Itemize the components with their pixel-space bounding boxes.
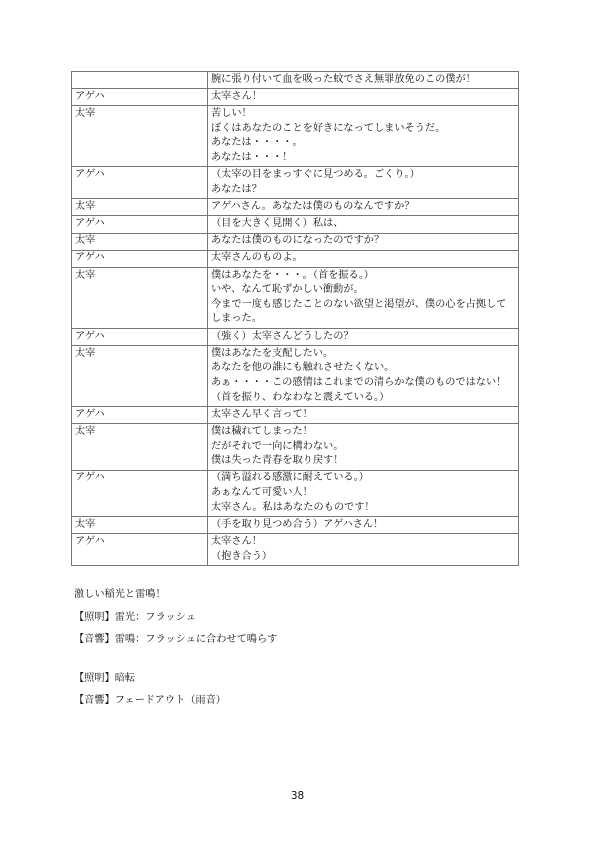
- dialogue-text: [208, 233, 519, 250]
- dialogue-row: [72, 250, 519, 267]
- speaker-name: アゲハ: [72, 250, 208, 267]
- dialogue-text: [208, 250, 519, 267]
- speaker-name: 太宰: [72, 199, 208, 216]
- dialogue-line: あなたを他の誰にも触れさせたくない。: [211, 362, 395, 374]
- speaker-name: アゲハ: [72, 328, 208, 345]
- dialogue-line: 太宰さん。私はあなたのものです！: [211, 501, 375, 513]
- dialogue-text: [208, 516, 519, 533]
- speaker-name: 太宰: [72, 424, 208, 470]
- dialogue-line: 太宰さん早く言って！: [211, 408, 313, 420]
- blank-line: [74, 656, 277, 672]
- speaker-name: 太宰: [72, 516, 208, 533]
- dialogue-row: [72, 328, 519, 345]
- dialogue-line: （強く）太宰さんどうしたの？: [211, 330, 354, 342]
- dialogue-text: [208, 89, 519, 106]
- dialogue-text: [208, 346, 519, 407]
- dialogue-row: [72, 89, 519, 106]
- script-table-body: [72, 72, 519, 566]
- dialogue-row: [72, 346, 519, 407]
- dialogue-text: [208, 470, 519, 516]
- dialogue-row: [72, 233, 519, 250]
- dialogue-row: [72, 424, 519, 470]
- speaker-name: 太宰: [72, 346, 208, 407]
- dialogue-line: 僕はあなたを支配したい。: [211, 347, 334, 359]
- dialogue-line: （首を振り、わなわなと震えている。）: [211, 391, 390, 403]
- dialogue-text: [208, 72, 519, 89]
- dialogue-line: （太宰の目をまっすぐに見つめる。ごくり。）: [211, 169, 420, 181]
- dialogue-line: あぁ・・・・この感情はこれまでの清らかな僕のものではない！: [211, 377, 507, 389]
- dialogue-row: [72, 534, 519, 566]
- speaker-name: 太宰: [72, 233, 208, 250]
- page-number: 38: [290, 790, 305, 802]
- dialogue-line: 僕は穢れてしまった！: [211, 425, 313, 437]
- dialogue-text: [208, 106, 519, 167]
- dialogue-line: 僕はあなたを・・・。（首を振る。）: [211, 269, 374, 281]
- dialogue-text: [208, 167, 519, 199]
- speaker-name: アゲハ: [72, 89, 208, 106]
- dialogue-line: 太宰さんのものよ。: [211, 252, 303, 264]
- dialogue-text: [208, 424, 519, 470]
- script-dialogue-table: [71, 71, 519, 566]
- stage-directions: [74, 588, 277, 717]
- dialogue-row: [72, 470, 519, 516]
- speaker-name: 太宰: [72, 106, 208, 167]
- dialogue-line: 僕は失った青春を取り戻す！: [211, 455, 344, 467]
- dialogue-line: （抱き合う）: [211, 550, 273, 562]
- dialogue-line: アゲハさん。あなたは僕のものなんですか？: [211, 200, 415, 212]
- speaker-name: アゲハ: [72, 470, 208, 516]
- dialogue-line: 今まで一度も感じたことのない欲望と渇望が、僕の心を占拠してしまった。: [211, 298, 507, 325]
- dialogue-line: だがそれで一向に構わない。: [211, 440, 344, 452]
- dialogue-line: （目を大きく見開く）私は、: [211, 218, 344, 230]
- speaker-name: アゲハ: [72, 216, 208, 233]
- dialogue-line: （満ち溢れる感激に耐えている。）: [211, 472, 369, 484]
- dialogue-row: [72, 516, 519, 533]
- dialogue-row: [72, 106, 519, 167]
- dialogue-text: [208, 216, 519, 233]
- dialogue-line: あぁなんて可愛い人！: [211, 486, 313, 498]
- dialogue-row: [72, 72, 519, 89]
- dialogue-line: 苦しい！: [211, 108, 252, 120]
- speaker-name: アゲハ: [72, 167, 208, 199]
- dialogue-text: [208, 407, 519, 424]
- dialogue-line: 太宰さん！: [211, 90, 262, 102]
- dialogue-line: あなたは・・・！: [211, 151, 293, 163]
- dialogue-text: [208, 534, 519, 566]
- dialogue-row: [72, 199, 519, 216]
- dialogue-text: [208, 199, 519, 216]
- speaker-name: 太宰: [72, 267, 208, 328]
- dialogue-line: あなたは僕のものになったのですか？: [211, 235, 385, 247]
- speaker-name: アゲハ: [72, 407, 208, 424]
- stage-direction-line: 【照明】雷光：フラッシュ: [74, 611, 196, 623]
- dialogue-line: ぼくはあなたのことを好きになってしまいそうだ。: [211, 122, 446, 134]
- dialogue-line: 太宰さん！: [211, 535, 262, 547]
- dialogue-line: あなたは？: [211, 183, 262, 195]
- dialogue-line: （手を取り見つめ合う）アゲハさん！: [211, 518, 384, 530]
- speaker-name: アゲハ: [72, 534, 208, 566]
- speaker-name: [72, 72, 208, 89]
- stage-direction-line: 激しい稲光と雷鳴！: [74, 589, 166, 600]
- dialogue-row: [72, 407, 519, 424]
- dialogue-text: [208, 328, 519, 345]
- dialogue-line: 腕に張り付いて血を吸った蚊でさえ無罪放免のこの僕が！: [211, 73, 476, 85]
- dialogue-line: いや、なんて恥ずかしい衝動が。: [211, 284, 364, 296]
- stage-direction-line: 【音響】フェードアウト（雨音）: [74, 695, 226, 707]
- stage-direction-line: 【音響】雷鳴：フラッシュに合わせて鳴らす: [74, 634, 278, 646]
- dialogue-row: [72, 167, 519, 199]
- dialogue-text: [208, 267, 519, 328]
- dialogue-row: [72, 216, 519, 233]
- stage-direction-line: 【照明】暗転: [74, 672, 136, 684]
- dialogue-row: [72, 267, 519, 328]
- dialogue-line: あなたは・・・・。: [211, 137, 303, 149]
